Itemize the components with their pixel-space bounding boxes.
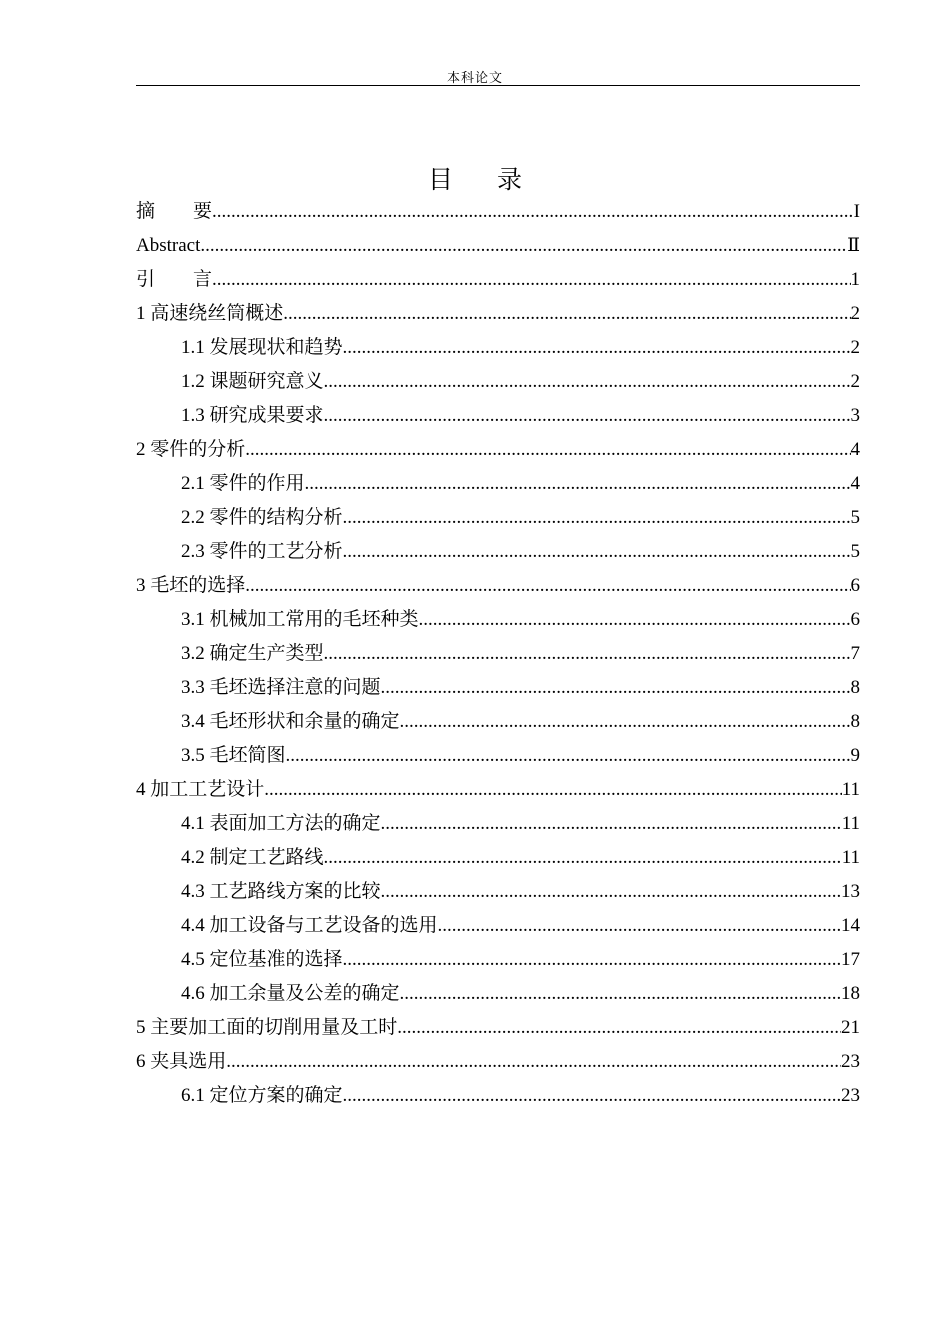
toc-leader-dots <box>343 943 841 977</box>
toc-leader-dots <box>200 229 847 263</box>
toc-entry-page: 3 <box>850 405 860 426</box>
toc-entry[interactable] <box>136 263 860 297</box>
toc-entry[interactable] <box>136 1011 860 1045</box>
toc-entry-page: I <box>853 201 860 222</box>
toc-entry-page: 11 <box>841 813 860 834</box>
toc-entry-page: 9 <box>850 745 860 766</box>
toc-entry-page: 5 <box>850 507 860 528</box>
toc-entry-label: 2.3 零件的工艺分析 <box>181 541 343 562</box>
toc-entry-page: 11 <box>841 847 860 868</box>
toc-entry-page: 1 <box>850 269 860 290</box>
toc-entry-label: 摘 要 <box>136 201 213 222</box>
toc-leader-dots <box>438 909 841 943</box>
toc-entry[interactable] <box>136 195 860 229</box>
toc-entry-label: 1 高速绕丝筒概述 <box>136 303 284 324</box>
toc-entry-label: 3.2 确定生产类型 <box>181 643 324 664</box>
toc-entry-label: 4 加工工艺设计 <box>136 779 265 800</box>
toc-entry[interactable] <box>136 841 860 875</box>
toc-entry[interactable] <box>136 1045 860 1079</box>
toc-entry[interactable] <box>136 671 860 705</box>
toc-entry[interactable] <box>136 943 860 977</box>
toc-leader-dots <box>212 195 854 229</box>
toc-leader-dots <box>343 535 851 569</box>
toc-entry-label: 1.2 课题研究意义 <box>181 371 324 392</box>
toc-title-left: 目 <box>427 167 453 194</box>
toc-entry-page: 17 <box>841 949 860 970</box>
toc-entry-page: 8 <box>850 711 860 732</box>
toc-entry[interactable] <box>136 433 860 467</box>
toc-entry[interactable] <box>136 467 860 501</box>
toc-leader-dots <box>400 705 851 739</box>
toc-leader-dots <box>381 807 842 841</box>
toc-entry-label: 2.2 零件的结构分析 <box>181 507 343 528</box>
toc-entry[interactable] <box>136 739 860 773</box>
toc-entry[interactable] <box>136 603 860 637</box>
toc-leader-dots <box>286 739 851 773</box>
toc-entry-page: 23 <box>841 1085 860 1106</box>
toc-leader-dots <box>397 1011 841 1045</box>
toc-leader-dots <box>212 263 850 297</box>
toc-entry-page: 18 <box>841 983 860 1004</box>
table-of-contents <box>136 195 860 1113</box>
toc-entry[interactable] <box>136 637 860 671</box>
toc-entry-page: 23 <box>841 1051 860 1072</box>
toc-entry-page: 6 <box>850 575 860 596</box>
toc-leader-dots <box>305 467 851 501</box>
toc-entry-label: 4.6 加工余量及公差的确定 <box>181 983 400 1004</box>
toc-entry-label: 4.4 加工设备与工艺设备的选用 <box>181 915 438 936</box>
toc-entry-page: 6 <box>850 609 860 630</box>
toc-entry-label: 3.1 机械加工常用的毛坯种类 <box>181 609 419 630</box>
toc-entry-label: 4.2 制定工艺路线 <box>181 847 324 868</box>
toc-leader-dots <box>343 331 851 365</box>
toc-entry-page: 2 <box>850 303 860 324</box>
toc-entry-label: 6 夹具选用 <box>136 1051 227 1072</box>
header-rule <box>136 85 860 86</box>
toc-entry-page: 11 <box>841 779 860 800</box>
toc-entry[interactable] <box>136 705 860 739</box>
toc-entry-page: 2 <box>850 337 860 358</box>
toc-entry[interactable] <box>136 365 860 399</box>
toc-leader-dots <box>381 875 841 909</box>
toc-entry[interactable] <box>136 1079 860 1113</box>
toc-entry-label: Abstract <box>136 235 201 256</box>
toc-entry-label: 6.1 定位方案的确定 <box>181 1085 343 1106</box>
toc-entry-label: 1.3 研究成果要求 <box>181 405 324 426</box>
toc-entry-page: 5 <box>850 541 860 562</box>
toc-entry-label: 2.1 零件的作用 <box>181 473 305 494</box>
toc-leader-dots <box>264 773 841 807</box>
toc-title <box>0 160 950 196</box>
toc-entry-label: 3 毛坯的选择 <box>136 575 246 596</box>
toc-entry-page: 8 <box>850 677 860 698</box>
toc-entry-label: 5 主要加工面的切削用量及工时 <box>136 1017 398 1038</box>
toc-entry[interactable] <box>136 977 860 1011</box>
toc-entry[interactable] <box>136 229 860 263</box>
toc-leader-dots <box>226 1045 841 1079</box>
toc-leader-dots <box>245 569 850 603</box>
toc-entry[interactable] <box>136 399 860 433</box>
toc-entry-label: 3.4 毛坯形状和余量的确定 <box>181 711 400 732</box>
toc-title-right: 录 <box>497 167 523 194</box>
toc-entry[interactable] <box>136 331 860 365</box>
toc-leader-dots <box>343 1079 841 1113</box>
toc-entry[interactable] <box>136 535 860 569</box>
toc-leader-dots <box>419 603 851 637</box>
toc-entry-label: 4.3 工艺路线方案的比较 <box>181 881 381 902</box>
toc-entry[interactable] <box>136 773 860 807</box>
toc-leader-dots <box>381 671 851 705</box>
toc-entry-label: 2 零件的分析 <box>136 439 246 460</box>
toc-leader-dots <box>324 637 851 671</box>
toc-entry-page: 2 <box>850 371 860 392</box>
toc-entry-label: 引 言 <box>136 269 213 290</box>
toc-entry[interactable] <box>136 569 860 603</box>
toc-entry-label: 3.3 毛坯选择注意的问题 <box>181 677 381 698</box>
toc-entry-label: 4.5 定位基准的选择 <box>181 949 343 970</box>
toc-entry[interactable] <box>136 875 860 909</box>
toc-entry-label: 4.1 表面加工方法的确定 <box>181 813 381 834</box>
toc-entry-page: 7 <box>850 643 860 664</box>
toc-leader-dots <box>324 841 842 875</box>
toc-leader-dots <box>324 399 851 433</box>
toc-entry-label: 3.5 毛坯简图 <box>181 745 286 766</box>
toc-leader-dots <box>283 297 850 331</box>
toc-entry-page: 14 <box>841 915 860 936</box>
toc-entry[interactable] <box>136 501 860 535</box>
toc-entry[interactable] <box>136 909 860 943</box>
toc-entry-page: 21 <box>841 1017 860 1038</box>
toc-leader-dots <box>245 433 850 467</box>
toc-entry[interactable] <box>136 807 860 841</box>
toc-entry[interactable] <box>136 297 860 331</box>
toc-entry-page: 4 <box>850 473 860 494</box>
toc-leader-dots <box>343 501 851 535</box>
toc-entry-page: Ⅱ <box>847 235 860 256</box>
toc-entry-label: 1.1 发展现状和趋势 <box>181 337 343 358</box>
toc-entry-page: 13 <box>841 881 860 902</box>
toc-leader-dots <box>400 977 841 1011</box>
toc-entry-page: 4 <box>850 439 860 460</box>
toc-leader-dots <box>324 365 851 399</box>
running-header: 本科论文 <box>446 70 503 85</box>
